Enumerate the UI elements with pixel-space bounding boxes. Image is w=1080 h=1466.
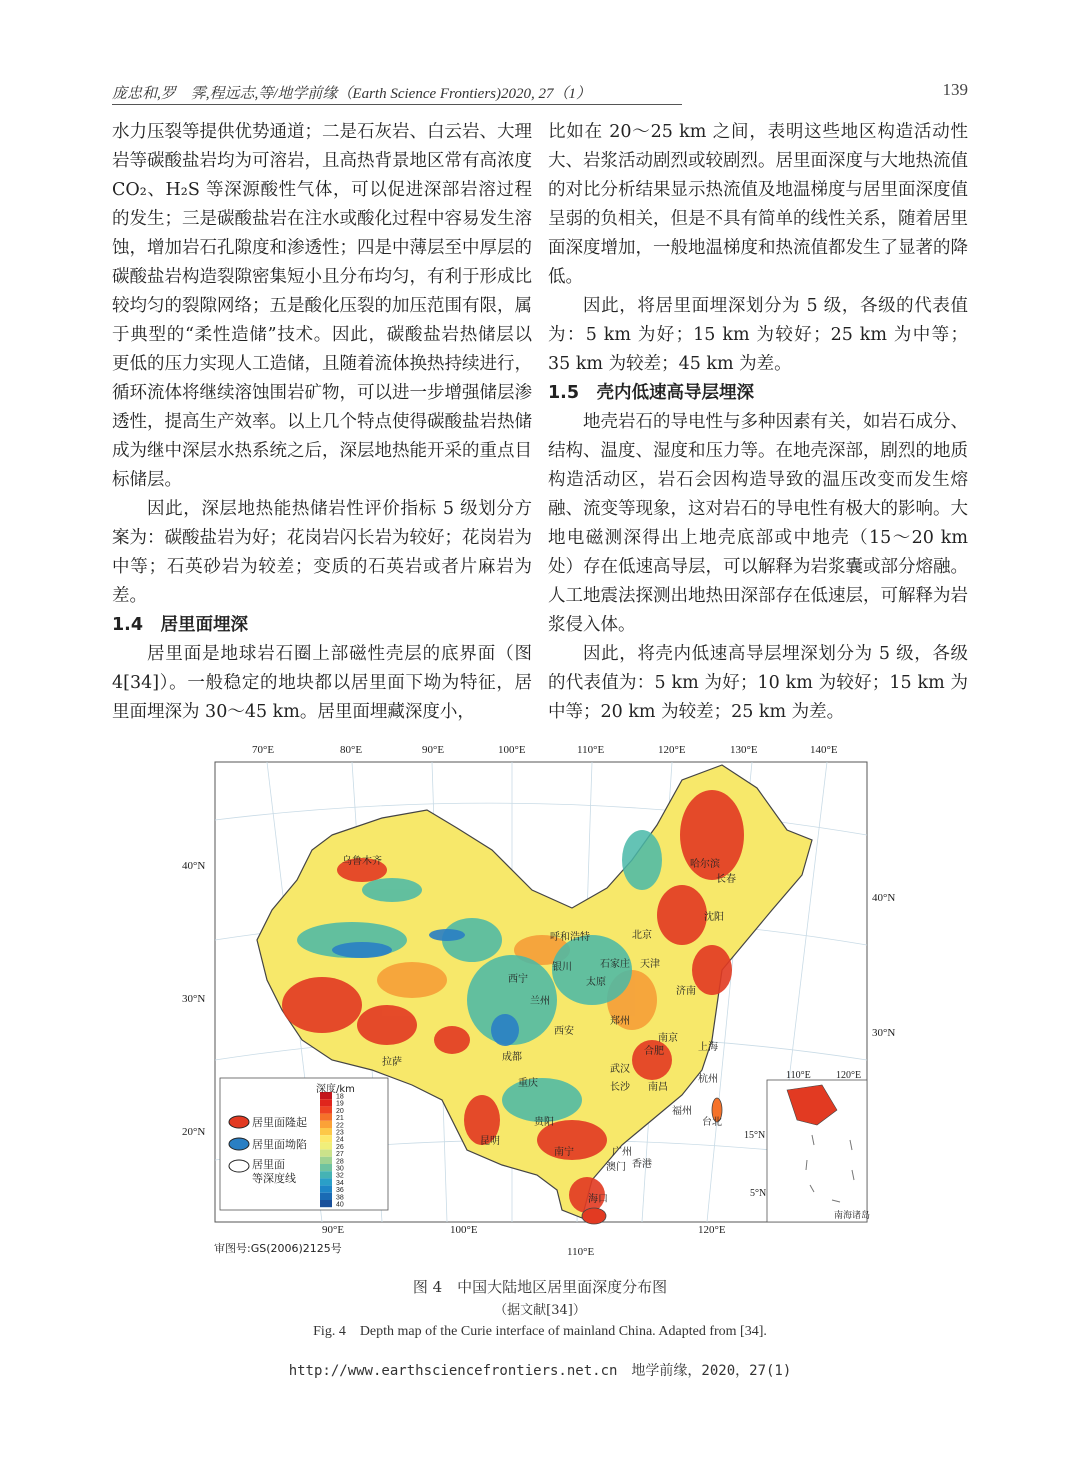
city-label: 南京: [658, 1033, 678, 1044]
running-header: [112, 72, 968, 106]
city-label: 长春: [716, 874, 736, 885]
colorbar-tick-label: 40: [336, 1201, 344, 1209]
inset-lat-15: 15°N: [744, 1130, 766, 1141]
section-heading-1-4: 1.4 居里面埋深: [112, 615, 249, 635]
colorbar-tick-label: 28: [336, 1158, 344, 1166]
city-label: 天津: [640, 959, 660, 970]
colorbar-swatch: [320, 1178, 332, 1185]
colorbar-tick-label: 18: [336, 1093, 344, 1101]
city-label: 郑州: [610, 1016, 630, 1027]
figure-caption-en: Fig. 4 Depth map of the Curie interface of mainland China. Adapted from [34].: [313, 1324, 767, 1339]
colorbar-tick-label: 22: [336, 1122, 344, 1130]
city-label: 沈阳: [704, 912, 724, 923]
city-label: 银川: [552, 962, 572, 973]
left-paragraph-2: 因此，深层地热能热储岩性评价指标 5 级划分方案为：碳酸盐岩为好；花岗岩闪长岩为较好；花岗岩为中等；石英砂岩为较差；变质的石英岩或者片麻岩为差。: [112, 499, 532, 606]
left-paragraph-3: 居里面是地球岩石圈上部磁性壳层的底界面（图 4[34]）。一般稳定的地块都以居里面下坳为特征，居里面埋深为 30～45 km。居里面埋藏深度小，: [112, 644, 532, 722]
city-label: 西安: [554, 1026, 574, 1037]
page-number: 139: [942, 80, 968, 99]
section-heading-1-5: 1.5 壳内低速高导层埋深: [548, 383, 755, 403]
colorbar-tick-label: 19: [336, 1100, 344, 1108]
approval-number: 审图号:GS(2006)2125号: [214, 1242, 342, 1255]
lon-bottom-110: 110°E: [567, 1246, 595, 1258]
colorbar-tick-label: 34: [336, 1179, 344, 1187]
right-column: [548, 118, 968, 727]
city-label: 杭州: [698, 1074, 718, 1085]
lon-label-70: 70°E: [252, 744, 275, 756]
lon-label-90: 90°E: [422, 744, 445, 756]
lon-label-130: 130°E: [730, 744, 758, 756]
lat-label-right-40: 40°N: [872, 892, 896, 904]
city-label: 澳门: [606, 1162, 626, 1173]
lat-label-left-30: 30°N: [182, 993, 206, 1005]
colorbar-swatch: [320, 1150, 332, 1157]
lon-label-140: 140°E: [810, 744, 838, 756]
inset-label: 南海诸岛: [834, 1210, 871, 1220]
city-label: 福州: [672, 1106, 692, 1117]
colorbar-swatch: [320, 1106, 332, 1113]
legend-contour-2: 等深度线: [252, 1172, 296, 1185]
colorbar-swatch: [320, 1171, 332, 1178]
colorbar-title: 深度/km: [316, 1084, 355, 1095]
lon-bottom-120: 120°E: [698, 1224, 726, 1236]
right-paragraph-2: 因此，将居里面埋深划分为 5 级，各级的代表值为：5 km 为好；15 km 为较好；25 km 为中等；35 km 为较差；45 km 为差。: [548, 296, 968, 374]
city-label: 合肥: [644, 1046, 664, 1057]
colorbar-swatch: [320, 1128, 332, 1135]
inset-lon-110: 110°E: [786, 1070, 811, 1081]
city-label: 西宁: [508, 974, 528, 985]
colorbar-tick-label: 26: [336, 1143, 344, 1151]
curie-depth-map-figure: [182, 740, 896, 1260]
lon-label-110: 110°E: [577, 744, 605, 756]
inset-lon-120: 120°E: [836, 1070, 862, 1081]
colorbar-swatch: [320, 1157, 332, 1164]
colorbar-swatch: [320, 1164, 332, 1171]
legend-depression: 居里面坳陷: [252, 1138, 307, 1151]
lon-label-120: 120°E: [658, 744, 686, 756]
colorbar-tick-label: 36: [336, 1187, 344, 1195]
colorbar-swatch: [320, 1099, 332, 1106]
right-paragraph-1: 比如在 20～25 km 之间，表明这些地区构造活动性大、岩浆活动剧烈或较剧烈。居里面深度与大地热流值的对比分析结果显示热流值及地温梯度与居里面深度值呈弱的负相关，但是不具有简单的线性关系，随着居里面深度增加，一般地温梯度和热流值都发生了显著的降低。: [548, 122, 968, 287]
right-paragraph-3: 地壳岩石的导电性与多种因素有关，如岩石成分、结构、温度、湿度和压力等。在地壳深部，剧烈的地质构造活动区，岩石会因构造导致的温压改变而发生熔融、流变等现象，这对岩石的导电性有极大的影响。大地电磁测深得出上地壳底部或中地壳（15～20 km 处）存在低速高导层，可以解释为岩浆囊或部分熔融。人工地震法探测出地热田深部存在低速层，可解释为岩浆侵入体。: [548, 412, 968, 635]
page-footer: http://www.earthsciencefrontiers.net.cn 地学前缘，2020，27(1): [288, 1363, 792, 1379]
city-label: 南宁: [554, 1147, 574, 1158]
city-label: 南昌: [648, 1082, 668, 1093]
lat-label-right-30: 30°N: [872, 1027, 896, 1039]
city-label: 贵阳: [534, 1117, 554, 1128]
left-paragraph-1: 水力压裂等提供优势通道；二是石灰岩、白云岩、大理岩等碳酸盐岩均为可溶岩，且高热背景地区常有高浓度 CO₂、H₂S 等深源酸性气体，可以促进深部岩溶过程的发生；三是碳酸盐岩在注水或酸化过程中容易发生溶蚀，增加岩石孔隙度和渗透性；四是中薄层至中厚层的碳酸盐岩构造裂隙密集短小且分布均匀，有利于形成比较均匀的裂隙网络；五是酸化压裂的加压范围有限，属于典型的“柔性造储”技术。因此，碳酸盐岩热储层以更低的压力实现人工造储，且随着流体换热持续进行，循环流体将继续溶蚀围岩矿物，可以进一步增强储层渗透性，提高生产效率。以上几个特点使得碳酸盐岩热储成为继中深层水热系统之后，深层地热能开采的重点目标储层。: [112, 122, 532, 490]
lon-bottom-100: 100°E: [450, 1224, 478, 1236]
city-label: 北京: [632, 930, 652, 941]
colorbar-tick-label: 27: [336, 1151, 344, 1159]
city-label: 乌鲁木齐: [342, 856, 382, 867]
city-label: 重庆: [518, 1078, 538, 1089]
right-paragraph-4: 因此，将壳内低速高导层埋深划分为 5 级，各级的代表值为：5 km 为好；10 km 为较好；15 km 为中等；20 km 为较差；25 km 为差。: [548, 644, 968, 722]
colorbar-swatch: [320, 1142, 332, 1149]
depth-colorbar: [320, 1092, 344, 1209]
inset-lat-5: 5°N: [750, 1188, 767, 1199]
lat-label-left-20: 20°N: [182, 1126, 206, 1138]
legend-uplift: 居里面隆起: [252, 1116, 307, 1129]
colorbar-tick-label: 38: [336, 1194, 344, 1202]
city-label: 台北: [702, 1117, 722, 1128]
city-label: 太原: [586, 977, 606, 988]
city-label: 呼和浩特: [550, 932, 590, 943]
city-label: 石家庄: [600, 959, 630, 970]
hainan-island: [582, 1208, 606, 1224]
colorbar-swatch: [320, 1121, 332, 1128]
header-citation: 庞忠和,罗 霁,程远志,等/地学前缘（Earth Science Frontiers)2020, 27（1）: [112, 86, 591, 102]
lon-label-80: 80°E: [340, 744, 363, 756]
figure-caption-cn: 图 4 中国大陆地区居里面深度分布图: [412, 1278, 668, 1296]
legend-symbols: [229, 1116, 249, 1172]
city-label: 香港: [632, 1159, 652, 1170]
colorbar-tick-label: 30: [336, 1165, 344, 1173]
city-label: 成都: [502, 1052, 522, 1063]
colorbar-tick-label: 23: [336, 1129, 344, 1137]
figure-caption-ref: （据文献[34]）: [494, 1303, 586, 1318]
colorbar-swatch: [320, 1193, 332, 1200]
colorbar-tick-label: 21: [336, 1115, 344, 1123]
colorbar-tick-label: 32: [336, 1172, 344, 1180]
city-label: 昆明: [480, 1136, 500, 1147]
colorbar-swatch: [320, 1186, 332, 1193]
city-label: 兰州: [530, 996, 550, 1007]
colorbar-tick-label: 24: [336, 1136, 344, 1144]
legend-contour-1: 居里面: [252, 1158, 285, 1171]
city-label: 长沙: [610, 1082, 630, 1093]
city-label: 广州: [612, 1147, 632, 1158]
lon-label-100: 100°E: [498, 744, 526, 756]
left-column: [112, 118, 532, 727]
lat-label-left-40: 40°N: [182, 860, 206, 872]
city-label: 拉萨: [382, 1057, 402, 1068]
city-label: 济南: [676, 986, 696, 997]
colorbar-swatch: [320, 1135, 332, 1142]
city-label: 上海: [698, 1042, 718, 1053]
city-label: 海口: [588, 1194, 608, 1205]
colorbar-swatch: [320, 1200, 332, 1207]
header-rule: [112, 104, 682, 105]
colorbar-swatch: [320, 1114, 332, 1121]
lon-bottom-90: 90°E: [322, 1224, 345, 1236]
city-label: 武汉: [610, 1064, 630, 1075]
colorbar-tick-label: 20: [336, 1107, 344, 1115]
city-label: 哈尔滨: [690, 859, 720, 870]
